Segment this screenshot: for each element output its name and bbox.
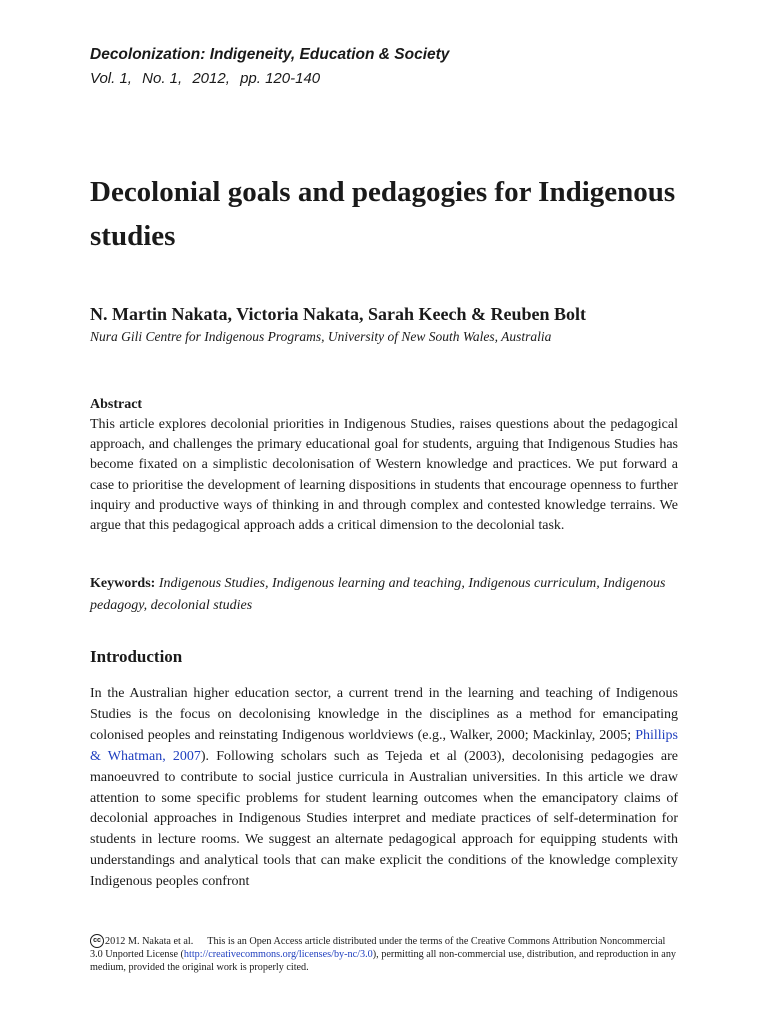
introduction-heading: Introduction (90, 647, 183, 666)
article-title: Decolonial goals and pedagogies for Indigenous studies (90, 176, 676, 252)
copyright-notice: 2012 M. Nakata et al. (105, 936, 194, 947)
journal-number: No. 1, (142, 70, 183, 87)
intro-text-part-1: In the Australian higher education sector, a current trend in the learning and teaching of Indigenous Studies is the focus on decolonising knowledge in the disciplines as a method for emancipating colonised peoples and reinstating Indigenous worldviews (e.g., Walker, 2000; Mackinlay, 2005; (90, 686, 678, 743)
keywords-label: Keywords: (90, 576, 156, 591)
license-link[interactable]: http://creativecommons.org/licenses/by-nc/3.0 (183, 949, 373, 960)
license-text-part-2: ), permitting all non-commercial use, distribution, and reproduction in any medium, provided the original work is properly cited. (90, 949, 677, 973)
abstract-heading: Abstract (90, 397, 143, 412)
creative-commons-icon: cc (90, 934, 104, 948)
license-footer (90, 934, 678, 974)
author-affiliation: Nura Gili Centre for Indigenous Programs, University of New South Wales, Australia (90, 329, 552, 344)
article-authors: N. Martin Nakata, Victoria Nakata, Sarah Keech & Reuben Bolt (90, 304, 586, 324)
intro-text-part-2: ). Following scholars such as Tejeda et al (2003), decolonising pedagogies are manoeuvred to contribute to social justice curricula in Australian universities. In this article we draw attention to some specific problems for student learning outcomes when the emancipatory claims of decolonial approaches in Indigenous Studies interpret and mediate practices of self-determination for students in lecture rooms. We suggest an alternate pedagogical approach for equipping students with understandings and analytical tools that can make explicit the conditions of the knowledge complexity Indigenous peoples confront (90, 748, 678, 890)
keywords (90, 573, 678, 617)
citation-link-phillips-whatman[interactable]: Phillips & Whatman, 2007 (90, 727, 678, 764)
journal-pages: pp. 120-140 (240, 70, 321, 87)
journal-year: 2012, (192, 70, 230, 87)
journal-title: Decolonization: Indigeneity, Education & Society (90, 46, 450, 63)
abstract-text: This article explores decolonial priorities in Indigenous Studies, raises questions about the pedagogical approach, and challenges the primary educational goal for students, arguing that Indigenous Studies has become fixated on a simplistic decolonisation of Western knowledge and practices. We put forward a case to prioritise the development of learning dispositions in students that encourage openness to further inquiry and productive ways of thinking in and through complex and contested knowledge terrains. We argue that this pedagogical approach adds a critical dimension to the decolonial task. (90, 417, 678, 534)
license-text-part-1: This is an Open Access article distributed under the terms of the Creative Commons Attribution Noncommercial 3.0 Unported License ( (90, 936, 666, 960)
journal-volume: Vol. 1, (90, 70, 132, 87)
keywords-text: Indigenous Studies, Indigenous learning and teaching, Indigenous curriculum, Indigenous pedagogy, decolonial studies (90, 576, 666, 613)
introduction-text (90, 684, 678, 893)
journal-issue-line (90, 70, 326, 87)
